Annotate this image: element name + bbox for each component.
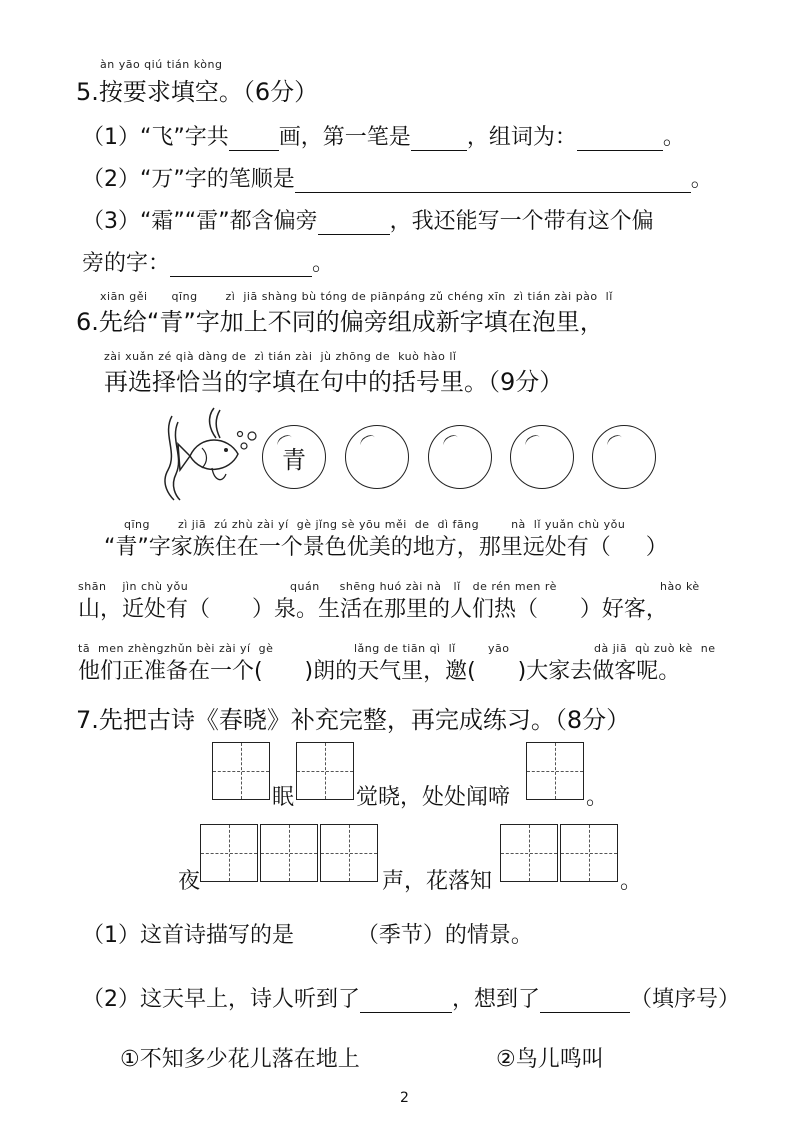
q7-sub2-text-b: ，想到了	[452, 987, 541, 1012]
q5-blank-radical[interactable]	[318, 212, 390, 235]
q7-sub2-text-a: （2）这天早上，诗人听到了	[82, 987, 360, 1012]
q7-option-1: ①不知多少花儿落在地上	[120, 1047, 360, 1072]
q5-blank-stroke-order[interactable]	[295, 170, 691, 193]
poem-line1-a: 眠	[272, 785, 295, 810]
poem-box-8[interactable]	[560, 824, 618, 882]
q6-title-2: 再选择恰当的字填在句中的括号里。（9分）	[104, 368, 564, 396]
q5-item2-end: 。	[690, 167, 713, 192]
q6-p3-pinyin-b: lǎng de tiān qì lǐ	[354, 642, 456, 655]
bubble-blank-2[interactable]	[428, 425, 492, 489]
q5-item1-end: 。	[662, 125, 685, 150]
q6-p1-text: “青”字家族住在一个景色优美的地方，那里远处有（ ）	[104, 535, 668, 560]
bubble-shine	[605, 433, 624, 451]
q7-sub1: （1）这首诗描写的是 （季节）的情景。	[82, 923, 533, 948]
q5-item3	[82, 204, 654, 235]
q7-title: 7.先把古诗《春晓》补充完整，再完成练习。（8分）	[76, 706, 631, 734]
bubble-center-char: 青	[282, 446, 306, 474]
q6-p2-text: 山，近处有（ ）泉。生活在那里的人们热（ ）好客，	[78, 597, 668, 622]
bubble-blank-4[interactable]	[592, 425, 656, 489]
q6-p2-pinyin-c: hào kè	[660, 580, 700, 593]
q5-pinyin: àn yāo qiú tián kòng	[100, 58, 223, 71]
poem-box-7[interactable]	[500, 824, 558, 882]
fish-illustration	[156, 404, 266, 504]
q5-blank-word[interactable]	[577, 128, 663, 151]
poem-line1-b: 觉晓，处处闻啼	[356, 785, 511, 810]
q5-item3-end: 。	[312, 251, 335, 276]
poem-line2-b: 声，花落知	[382, 869, 493, 894]
q5-item3-text-c: 旁的字：	[82, 251, 171, 276]
bubble-shine	[441, 433, 460, 451]
page-number: 2	[400, 1090, 409, 1106]
q6-title-1: 6.先给“青”字加上不同的偏旁组成新字填在泡里，	[76, 308, 604, 336]
q5-item1-text-c: ，组词为：	[466, 125, 577, 150]
q5-blank-radical-char[interactable]	[170, 254, 312, 277]
q5-item3-cont	[82, 246, 334, 277]
poem-box-1[interactable]	[212, 742, 270, 800]
q6-pinyin-1: xiān gěi qīng zì jiā shàng bù tóng de piānpáng zǔ chéng xīn zì tián zài pào lǐ	[100, 290, 613, 303]
poem-box-4[interactable]	[200, 824, 258, 882]
q6-p2-pinyin-a: shān jìn chù yǒu	[78, 580, 189, 593]
q5-blank-strokes[interactable]	[229, 128, 279, 151]
q6-p3-text: 他们正准备在一个( )朗的天气里，邀( )大家去做客呢。	[78, 659, 681, 684]
q5-item1-text-b: 画，第一笔是	[278, 125, 411, 150]
q6-p3-pinyin-d: dà jiā qù zuò kè ne	[594, 642, 716, 655]
poem-line2-a: 夜	[178, 869, 201, 894]
poem-box-5[interactable]	[260, 824, 318, 882]
bubble-blank-3[interactable]	[510, 425, 574, 489]
q6-pinyin-2: zài xuǎn zé qià dàng de zì tián zài jù zhōng de kuò hào lǐ	[104, 350, 457, 363]
q5-item2	[82, 162, 713, 193]
poem-box-3[interactable]	[526, 742, 584, 800]
poem-line1-end: 。	[586, 785, 609, 810]
bubble-shine	[523, 433, 542, 451]
q7-blank-heard[interactable]	[360, 990, 452, 1013]
q5-item3-text-a: （3）“霜”“雷”都含偏旁	[82, 209, 318, 234]
q6-p2-pinyin-b: quán shēng huó zài nà lǐ de rén men rè	[290, 580, 557, 593]
q5-item3-text-b: ，我还能写一个带有这个偏	[389, 209, 654, 234]
q7-blank-thought[interactable]	[540, 990, 630, 1013]
bubble-qing	[262, 425, 326, 489]
poem-line2-end: 。	[620, 869, 643, 894]
poem-box-2[interactable]	[296, 742, 354, 800]
q5-title: 5.按要求填空。（6分）	[76, 78, 319, 106]
q7-sub2-text-c: （填序号）	[630, 987, 741, 1012]
q5-item2-text: （2）“万”字的笔顺是	[82, 167, 295, 192]
bubble-shine	[358, 433, 377, 451]
q5-item1-text-a: （1）“飞”字共	[82, 125, 229, 150]
q5-blank-first-stroke[interactable]	[411, 128, 467, 151]
q6-p3-pinyin-c: yāo	[488, 642, 510, 655]
poem-box-6[interactable]	[320, 824, 378, 882]
q5-item1	[82, 120, 685, 151]
q7-sub2	[82, 982, 740, 1013]
q6-p3-pinyin-a: tā men zhèngzhǔn bèi zài yí gè	[78, 642, 274, 655]
q7-option-2: ②鸟儿鸣叫	[496, 1047, 604, 1072]
q6-p1-pinyin: qīng zì jiā zú zhù zài yí gè jǐng sè yōu měi de dì fāng nà lǐ yuǎn chù yǒu	[124, 518, 626, 531]
bubble-blank-1[interactable]	[345, 425, 409, 489]
